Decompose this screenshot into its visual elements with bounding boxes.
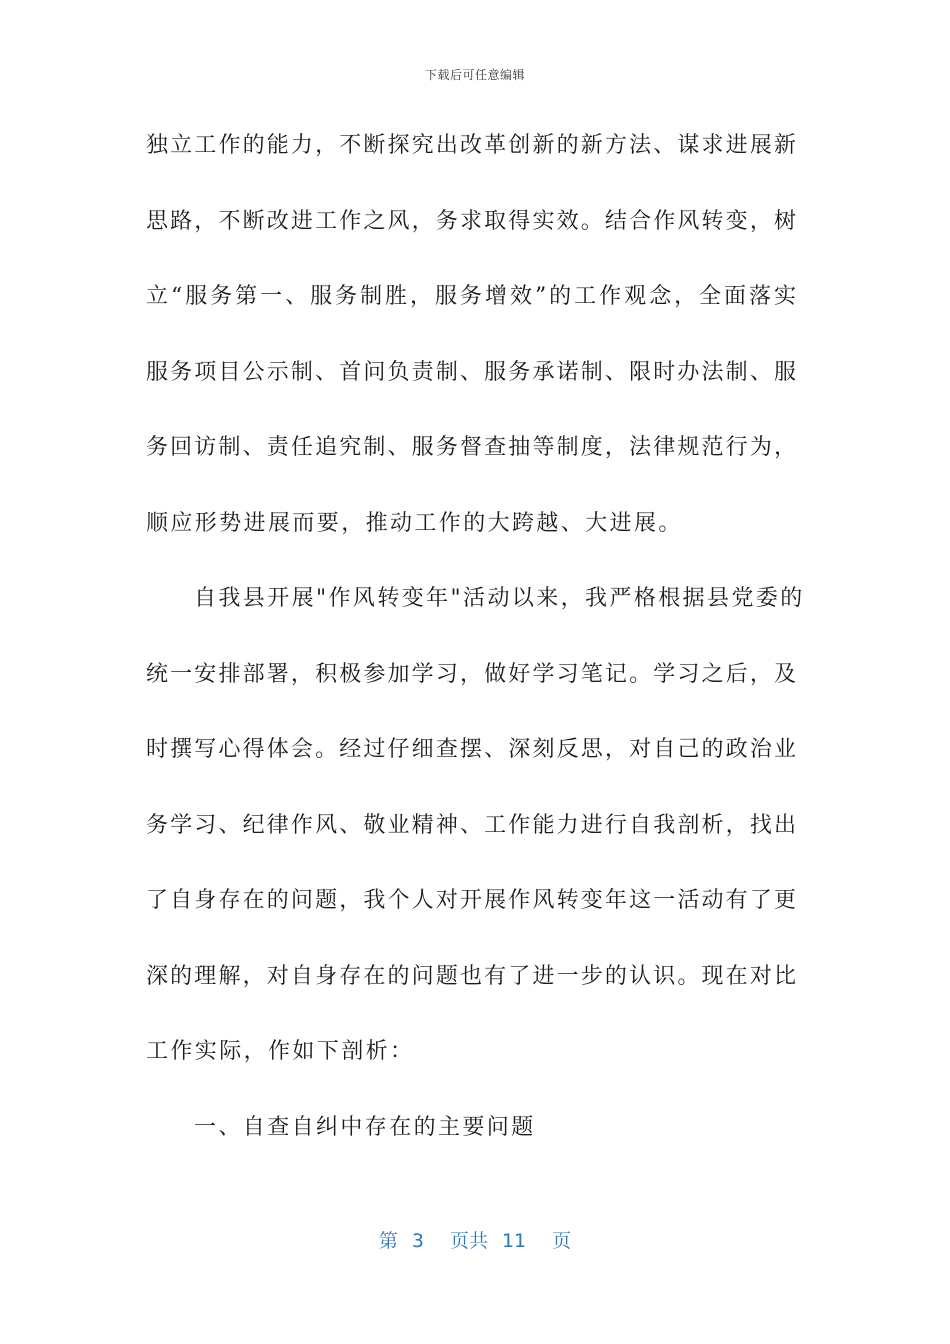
paragraph-line: 思路，不断改进工作之风，务求取得实效。结合作风转变，树 xyxy=(146,208,796,234)
header-note: 下载后可任意编辑 xyxy=(424,68,525,82)
paragraph-line: 独立工作的能力，不断探究出改革创新的新方法、谋求进展新 xyxy=(146,133,796,158)
paragraph-line: 了自身存在的问题，我个人对开展作风转变年这一活动有了更 xyxy=(146,888,796,913)
total-pages-number: 11 xyxy=(501,1230,527,1252)
paragraph-line: 时撰写心得体会。经过仔细查摆、深刻反思，对自己的政治业 xyxy=(146,737,796,762)
paragraph-line: 务回访制、责任追究制、服务督查抽等制度，法律规范行为， xyxy=(146,435,796,460)
footer-middle: 页共 xyxy=(449,1230,488,1252)
paragraph-line: 深的理解，对自身存在的问题也有了进一步的认识。现在对比 xyxy=(146,963,796,989)
paragraph-line: 自我县开展"作风转变年"活动以来，我严格根据县党委的 xyxy=(194,586,805,611)
section-heading: 一、自查自纠中存在的主要问题 xyxy=(194,1114,536,1140)
paragraph-line: 务学习、纪律作风、敬业精神、工作能力进行自我剖析，找出 xyxy=(146,812,796,838)
current-page-number: 3 xyxy=(411,1230,424,1252)
document-body xyxy=(146,118,805,1175)
paragraph-line: 工作实际，作如下剖析： xyxy=(146,1039,415,1064)
footer-suffix: 页 xyxy=(552,1230,572,1252)
paragraph-line: 服务项目公示制、首问负责制、服务承诺制、限时办法制、服 xyxy=(146,359,796,385)
paragraph-line: 顺应形势进展而要，推动工作的大跨越、大进展。 xyxy=(146,510,683,536)
paragraph-line: 统一安排部署，积极参加学习，做好学习笔记。学习之后，及 xyxy=(146,661,796,687)
page-footer xyxy=(0,1226,950,1253)
paragraph-line: 立“服务第一、服务制胜，服务增效”的工作观念，全面落实 xyxy=(146,284,796,309)
footer-prefix: 第 xyxy=(378,1230,398,1252)
